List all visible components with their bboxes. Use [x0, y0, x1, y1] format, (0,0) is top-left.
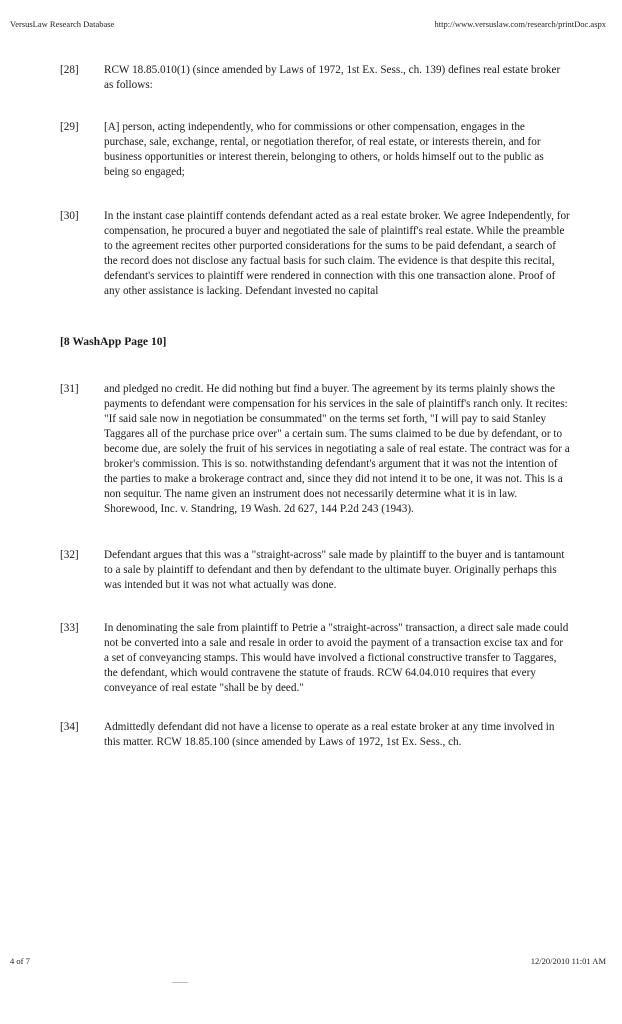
paragraph-28 — [60, 63, 570, 93]
paragraph-text: Defendant argues that this was a "straight-across" sale made by plaintiff to the buyer and is tantamount to a sale by plaintiff to defendant and then by defendant to the ultimate buyer. Originally perhaps this was intended but it was not what actually was done. — [104, 549, 565, 591]
paragraph-text: In denominating the sale from plaintiff to Petrie a "straight-across" transaction, a direct sale made could not be converted into a sale and resale in order to avoid the payment of a transaction excise tax and for a set of conveyancing stamps. This would have involved a fictional constructive transfer to Taggares, the defendant, which would contravene the statute of frauds. RCW 64.04.010 requires that every conveyance of real estate "shall be by deed." — [104, 622, 569, 694]
paragraph-number: [29] — [60, 121, 79, 133]
paragraph-number: [28] — [60, 64, 79, 76]
paragraph-text: [A] person, acting independently, who for commissions or other compensation, engages in the purchase, sale, exchange, rental, or negotiation therefor, of real estate, or interests therein, and for business opportunities or interest therein, belonging to others, or holds himself out to the public as being so engaged; — [104, 121, 544, 178]
paragraph-31 — [60, 382, 570, 517]
header-site-name: VersusLaw Research Database — [10, 19, 115, 29]
footer-page-count: 4 of 7 — [10, 956, 30, 966]
header-url: http://www.versuslaw.com/research/printDoc.aspx — [434, 19, 606, 29]
paragraph-32 — [60, 548, 570, 593]
footer-timestamp: 12/20/2010 11:01 AM — [530, 956, 606, 966]
paragraph-number: [33] — [60, 622, 79, 634]
paragraph-number: [30] — [60, 210, 79, 222]
page-footer — [10, 956, 606, 966]
paragraph-29 — [60, 120, 570, 180]
paragraph-text: In the instant case plaintiff contends defendant acted as a real estate broker. We agree Independently, for compensation, he procured a buyer and negotiated the sale of plaintiff's real estate. While the preamble to the agreement recites other purported considerations for the sums to be paid defendant, a search of the record does not disclose any factual basis for such claim. The evidence is that despite this recital, defendant's services to plaintiff were rendered in connection with this one transaction alone. Proof of any other assistance is lacking. Defendant invested no capital — [104, 210, 570, 297]
paragraph-text: and pledged no credit. He did nothing but find a buyer. The agreement by its terms plainly shows the payments to defendant were compensation for his services in the sale of plaintiff's ranch only. It recites: "If said sale now in negotiation be consummated" on the terms set forth, "I will pay to said Stanley Taggares all of the purchase price over" a certain sum. The sums claimed to be due by defendant, or to become due, are solely the fruit of his services in negotiating a sale of real estate. The contract was for a broker's commission. This is so. notwithstanding defendant's argument that it was not the intention of the parties to make a brokerage contract and, since they did not intend it to be one, it was not. This is a non sequitur. The name given an instrument does not necessarily determine what it is in law. Shorewood, Inc. v. Standring, 19 Wash. 2d 627, 144 P.2d 243 (1943). — [104, 383, 570, 515]
paragraph-text: Admittedly defendant did not have a license to operate as a real estate broker at any time involved in this matter. RCW 18.85.100 (since amended by Laws of 1972, 1st Ex. Sess., ch. — [104, 721, 555, 748]
page-reference-heading: [8 WashApp Page 10] — [60, 335, 167, 348]
paragraph-number: [34] — [60, 721, 79, 733]
scan-mark — [172, 982, 188, 983]
paragraph-number: [31] — [60, 383, 79, 395]
paragraph-30 — [60, 209, 570, 299]
paragraph-text: RCW 18.85.010(1) (since amended by Laws of 1972, 1st Ex. Sess., ch. 139) defines real estate broker as follows: — [104, 64, 561, 91]
paragraph-number: [32] — [60, 549, 79, 561]
paragraph-34 — [60, 720, 570, 750]
page-header — [10, 19, 606, 29]
paragraph-33 — [60, 621, 570, 696]
